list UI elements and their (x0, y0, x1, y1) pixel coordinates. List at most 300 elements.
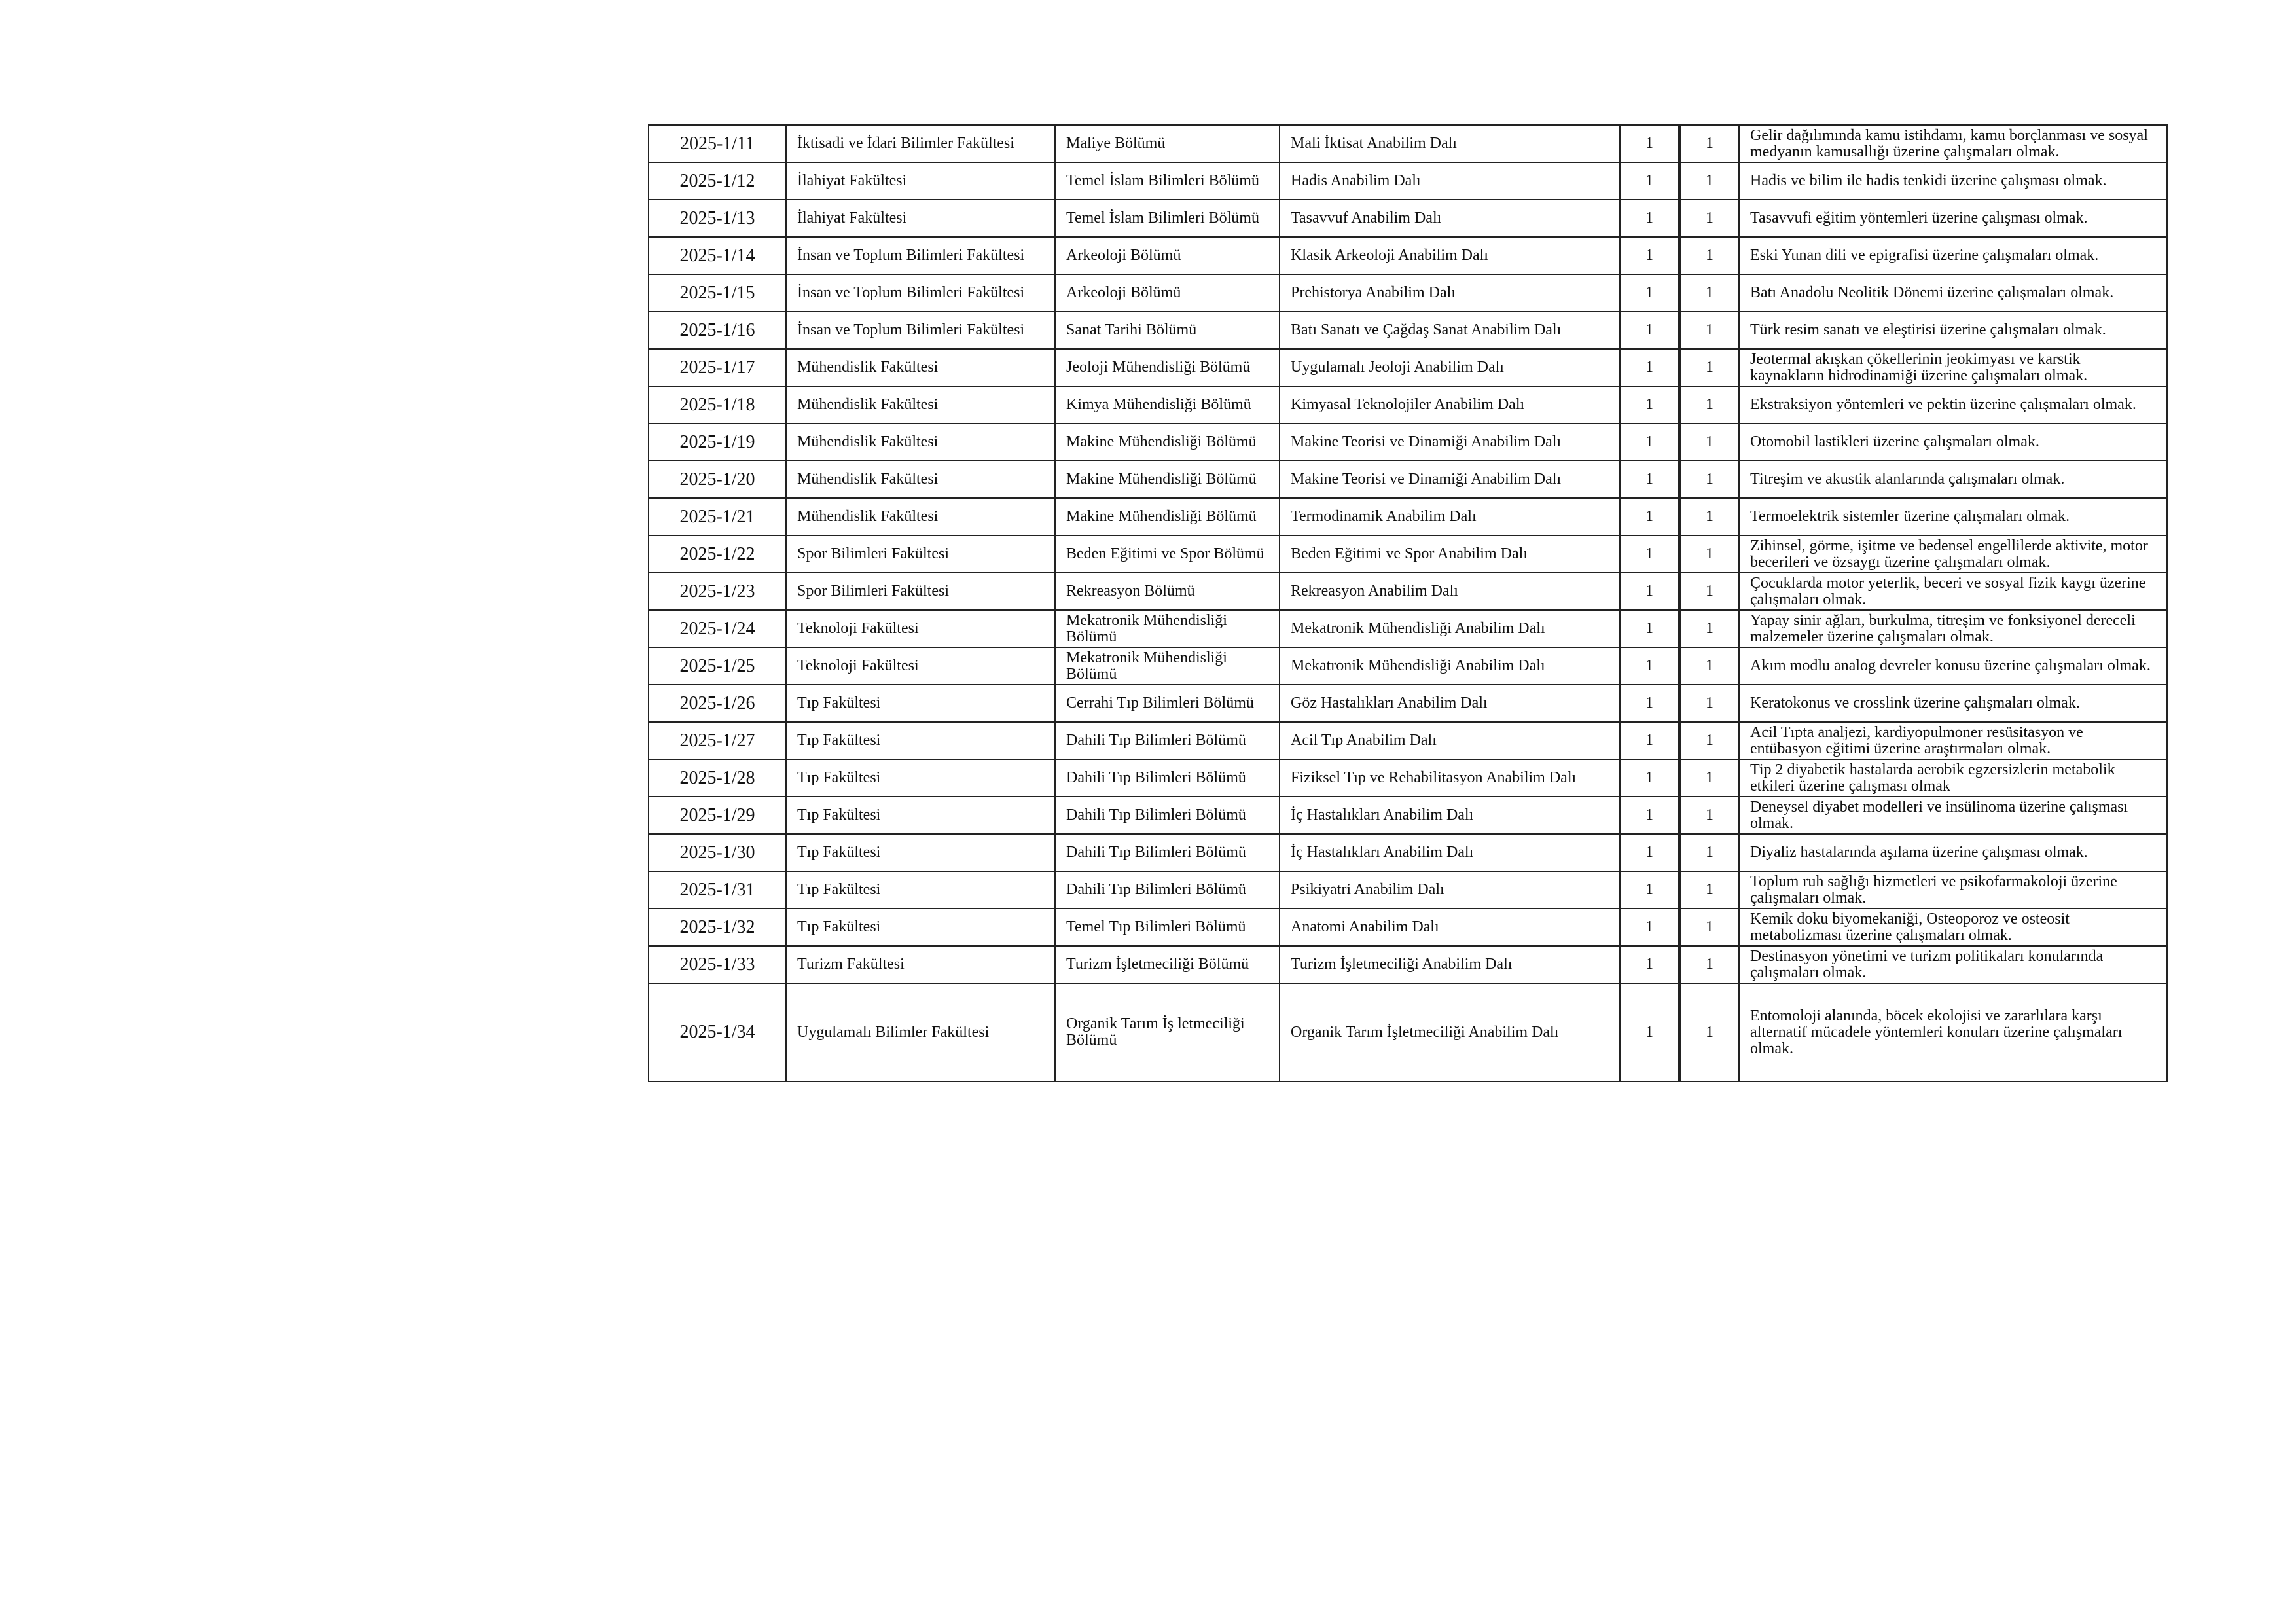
department-text: Mekatronik Mühendisliği Bölümü (1066, 649, 1227, 683)
count-text: 1 (1706, 396, 1713, 413)
requirement-cell (1739, 535, 2167, 573)
requirement-text: Acil Tıpta analjezi, kardiyopulmoner resüsitasyon ve entübasyon eğitimi üzerine araştırmaları olmak. (1750, 723, 2083, 757)
count-cell (1680, 461, 1739, 498)
requirement-cell (1739, 162, 2167, 200)
count-cell (1680, 162, 1739, 200)
position-code-cell (649, 983, 786, 1081)
division-text: Klasik Arkeoloji Anabilim Dalı (1291, 247, 1488, 264)
count-text: 1 (1645, 359, 1653, 376)
department-cell (1055, 834, 1280, 871)
division-cell (1280, 983, 1620, 1081)
requirement-cell (1739, 461, 2167, 498)
requirement-cell (1739, 125, 2167, 162)
position-code-text: 2025-1/17 (679, 357, 755, 378)
position-code-cell (649, 647, 786, 685)
positions-table (648, 124, 2168, 1082)
faculty-cell (786, 610, 1055, 647)
faculty-cell (786, 424, 1055, 461)
faculty-text: Spor Bilimleri Fakültesi (797, 545, 949, 562)
position-code-cell (649, 573, 786, 610)
department-text: Dahili Tıp Bilimleri Bölümü (1066, 881, 1246, 898)
position-code-cell (649, 535, 786, 573)
requirement-text: Toplum ruh sağlığı hizmetleri ve psikofarmakoloji üzerine çalışmaları olmak. (1750, 873, 2117, 907)
division-text: Batı Sanatı ve Çağdaş Sanat Anabilim Dalı (1291, 321, 1562, 338)
count-cell (1620, 685, 1679, 722)
department-cell (1055, 386, 1280, 424)
faculty-cell (786, 162, 1055, 200)
division-cell (1280, 461, 1620, 498)
faculty-text: İnsan ve Toplum Bilimleri Fakültesi (797, 247, 1025, 264)
division-cell (1280, 535, 1620, 573)
count-cell (1680, 274, 1739, 312)
count-text: 1 (1645, 284, 1653, 301)
requirement-text: Termoelektrik sistemler üzerine çalışmaları olmak. (1750, 508, 2070, 525)
table-row (649, 424, 2167, 461)
division-cell (1280, 424, 1620, 461)
division-cell (1280, 349, 1620, 386)
count-cell (1680, 759, 1739, 797)
position-code-text: 2025-1/30 (679, 842, 755, 863)
count-cell (1620, 535, 1679, 573)
requirement-text: Destinasyon yönetimi ve turizm politikaları konularında çalışmaları olmak. (1750, 947, 2104, 981)
department-text: Sanat Tarihi Bölümü (1066, 321, 1197, 338)
count-cell (1680, 424, 1739, 461)
department-cell (1055, 909, 1280, 946)
faculty-text: Tıp Fakültesi (797, 732, 881, 749)
division-cell (1280, 274, 1620, 312)
department-cell (1055, 424, 1280, 461)
faculty-cell (786, 312, 1055, 349)
faculty-text: Tıp Fakültesi (797, 881, 881, 898)
count-text: 1 (1706, 844, 1713, 861)
table-row (649, 573, 2167, 610)
count-text: 1 (1645, 956, 1653, 973)
count-text: 1 (1706, 956, 1713, 973)
department-text: Temel Tıp Bilimleri Bölümü (1066, 918, 1246, 935)
requirement-cell (1739, 237, 2167, 274)
faculty-cell (786, 759, 1055, 797)
count-cell (1680, 237, 1739, 274)
requirement-text: Zihinsel, görme, işitme ve bedensel engellilerde aktivite, motor becerileri ve özsaygı üzerine çalışmaları olmak. (1750, 537, 2148, 571)
count-text: 1 (1645, 471, 1653, 488)
position-code-text: 2025-1/34 (679, 1022, 755, 1042)
requirement-text: Eski Yunan dili ve epigrafisi üzerine çalışmaları olmak. (1750, 247, 2099, 264)
division-text: Mali İktisat Anabilim Dalı (1291, 135, 1457, 152)
count-text: 1 (1706, 732, 1713, 749)
count-cell (1620, 200, 1679, 237)
count-text: 1 (1706, 135, 1713, 152)
division-text: Mekatronik Mühendisliği Anabilim Dalı (1291, 620, 1545, 637)
count-cell (1680, 386, 1739, 424)
division-cell (1280, 834, 1620, 871)
count-cell (1680, 871, 1739, 909)
department-text: Arkeoloji Bölümü (1066, 247, 1181, 264)
count-text: 1 (1706, 321, 1713, 338)
department-text: Makine Mühendisliği Bölümü (1066, 471, 1257, 488)
position-code-cell (649, 312, 786, 349)
department-cell (1055, 946, 1280, 983)
department-text: Dahili Tıp Bilimleri Bölümü (1066, 769, 1246, 786)
count-cell (1680, 909, 1739, 946)
faculty-cell (786, 200, 1055, 237)
count-cell (1620, 162, 1679, 200)
count-cell (1620, 237, 1679, 274)
faculty-cell (786, 983, 1055, 1081)
division-text: Makine Teorisi ve Dinamiği Anabilim Dalı (1291, 433, 1562, 450)
count-text: 1 (1645, 396, 1653, 413)
department-text: Cerrahi Tıp Bilimleri Bölümü (1066, 695, 1254, 712)
count-cell (1680, 349, 1739, 386)
table-row (649, 535, 2167, 573)
division-text: Prehistorya Anabilim Dalı (1291, 284, 1456, 301)
requirement-cell (1739, 871, 2167, 909)
requirement-text: Tasavvufi eğitim yöntemleri üzerine çalışması olmak. (1750, 209, 2088, 226)
positions-table-body (649, 125, 2167, 1081)
requirement-text: Deneysel diyabet modelleri ve insülinoma üzerine çalışması olmak. (1750, 798, 2128, 832)
faculty-text: Tıp Fakültesi (797, 918, 881, 935)
position-code-text: 2025-1/27 (679, 730, 755, 751)
faculty-text: Mühendislik Fakültesi (797, 471, 939, 488)
position-code-text: 2025-1/16 (679, 319, 755, 340)
count-cell (1680, 797, 1739, 834)
count-text: 1 (1706, 657, 1713, 674)
count-cell (1620, 871, 1679, 909)
requirement-text: Tip 2 diyabetik hastalarda aerobik egzersizlerin metabolik etkileri üzerine çalışması olmak (1750, 761, 2115, 795)
division-text: Hadis Anabilim Dalı (1291, 172, 1421, 189)
department-text: Dahili Tıp Bilimleri Bölümü (1066, 732, 1246, 749)
position-code-cell (649, 610, 786, 647)
faculty-text: Teknoloji Fakültesi (797, 620, 919, 637)
position-code-cell (649, 759, 786, 797)
division-cell (1280, 162, 1620, 200)
department-cell (1055, 162, 1280, 200)
requirement-cell (1739, 685, 2167, 722)
count-text: 1 (1645, 247, 1653, 264)
requirement-text: Batı Anadolu Neolitik Dönemi üzerine çalışmaları olmak. (1750, 284, 2114, 301)
division-cell (1280, 685, 1620, 722)
table-row (649, 647, 2167, 685)
count-cell (1680, 573, 1739, 610)
department-text: Maliye Bölümü (1066, 135, 1166, 152)
count-text: 1 (1706, 284, 1713, 301)
position-code-text: 2025-1/31 (679, 879, 755, 900)
department-text: Makine Mühendisliği Bölümü (1066, 508, 1257, 525)
count-cell (1620, 909, 1679, 946)
count-cell (1680, 946, 1739, 983)
table-row (649, 312, 2167, 349)
position-code-text: 2025-1/28 (679, 767, 755, 788)
count-cell (1620, 274, 1679, 312)
count-text: 1 (1645, 583, 1653, 600)
faculty-cell (786, 349, 1055, 386)
department-cell (1055, 797, 1280, 834)
position-code-text: 2025-1/29 (679, 804, 755, 825)
requirement-cell (1739, 200, 2167, 237)
faculty-text: Tıp Fakültesi (797, 806, 881, 823)
count-text: 1 (1706, 1023, 1713, 1041)
position-code-cell (649, 424, 786, 461)
count-cell (1680, 685, 1739, 722)
position-code-cell (649, 834, 786, 871)
position-code-text: 2025-1/26 (679, 693, 755, 713)
division-cell (1280, 610, 1620, 647)
department-cell (1055, 871, 1280, 909)
position-code-text: 2025-1/19 (679, 431, 755, 452)
requirement-text: Yapay sinir ağları, burkulma, titreşim ve fonksiyonel dereceli malzemeler üzerine çalışmaları olmak. (1750, 611, 2136, 645)
position-code-text: 2025-1/13 (679, 208, 755, 228)
table-row (649, 610, 2167, 647)
position-code-text: 2025-1/15 (679, 282, 755, 303)
count-cell (1680, 647, 1739, 685)
count-text: 1 (1706, 433, 1713, 450)
table-row (649, 125, 2167, 162)
count-cell (1680, 312, 1739, 349)
position-code-text: 2025-1/33 (679, 954, 755, 975)
count-cell (1620, 983, 1679, 1081)
faculty-cell (786, 834, 1055, 871)
faculty-cell (786, 797, 1055, 834)
division-cell (1280, 386, 1620, 424)
requirement-cell (1739, 909, 2167, 946)
faculty-text: İlahiyat Fakültesi (797, 209, 907, 226)
count-text: 1 (1645, 209, 1653, 226)
count-text: 1 (1706, 172, 1713, 189)
count-text: 1 (1645, 545, 1653, 562)
count-cell (1680, 498, 1739, 535)
position-code-text: 2025-1/23 (679, 581, 755, 602)
table-row (649, 349, 2167, 386)
department-text: Organik Tarım İş letmeciliği Bölümü (1066, 1015, 1245, 1049)
division-cell (1280, 759, 1620, 797)
division-text: Anatomi Anabilim Dalı (1291, 918, 1439, 935)
division-text: Kimyasal Teknolojiler Anabilim Dalı (1291, 396, 1525, 413)
department-text: Mekatronik Mühendisliği Bölümü (1066, 611, 1227, 645)
count-text: 1 (1645, 508, 1653, 525)
faculty-text: İktisadi ve İdari Bilimler Fakültesi (797, 135, 1014, 152)
department-text: Temel İslam Bilimleri Bölümü (1066, 172, 1259, 189)
position-code-cell (649, 461, 786, 498)
department-text: Jeoloji Mühendisliği Bölümü (1066, 359, 1251, 376)
count-cell (1620, 573, 1679, 610)
requirement-text: Entomoloji alanında, böcek ekolojisi ve zararlılara karşı alternatif mücadele yöntemleri konuları üzerine çalışmaları olmak. (1750, 1007, 2123, 1057)
faculty-text: Mühendislik Fakültesi (797, 359, 939, 376)
count-cell (1620, 759, 1679, 797)
division-text: Rekreasyon Anabilim Dalı (1291, 583, 1458, 600)
faculty-text: Mühendislik Fakültesi (797, 396, 939, 413)
position-code-cell (649, 386, 786, 424)
requirement-text: Keratokonus ve crosslink üzerine çalışmaları olmak. (1750, 695, 2080, 712)
department-cell (1055, 274, 1280, 312)
department-cell (1055, 647, 1280, 685)
position-code-text: 2025-1/12 (679, 170, 755, 191)
count-text: 1 (1706, 918, 1713, 935)
requirement-cell (1739, 610, 2167, 647)
table-row (649, 162, 2167, 200)
position-code-cell (649, 274, 786, 312)
faculty-cell (786, 386, 1055, 424)
requirement-cell (1739, 647, 2167, 685)
count-text: 1 (1706, 209, 1713, 226)
position-code-text: 2025-1/32 (679, 916, 755, 937)
department-cell (1055, 461, 1280, 498)
requirement-cell (1739, 386, 2167, 424)
division-cell (1280, 125, 1620, 162)
position-code-text: 2025-1/18 (679, 394, 755, 415)
faculty-cell (786, 535, 1055, 573)
count-cell (1680, 125, 1739, 162)
requirement-text: Hadis ve bilim ile hadis tenkidi üzerine çalışması olmak. (1750, 172, 2107, 189)
faculty-cell (786, 871, 1055, 909)
position-code-text: 2025-1/20 (679, 469, 755, 490)
count-text: 1 (1645, 321, 1653, 338)
division-cell (1280, 312, 1620, 349)
count-text: 1 (1645, 918, 1653, 935)
department-cell (1055, 125, 1280, 162)
position-code-cell (649, 871, 786, 909)
division-text: Acil Tıp Anabilim Dalı (1291, 732, 1437, 749)
department-cell (1055, 722, 1280, 759)
count-cell (1680, 610, 1739, 647)
requirement-cell (1739, 983, 2167, 1081)
position-code-cell (649, 237, 786, 274)
division-text: Termodinamik Anabilim Dalı (1291, 508, 1477, 525)
faculty-text: İnsan ve Toplum Bilimleri Fakültesi (797, 284, 1025, 301)
department-cell (1055, 237, 1280, 274)
division-cell (1280, 722, 1620, 759)
count-cell (1620, 461, 1679, 498)
division-cell (1280, 647, 1620, 685)
table-row (649, 946, 2167, 983)
count-cell (1620, 312, 1679, 349)
department-text: Temel İslam Bilimleri Bölümü (1066, 209, 1259, 226)
requirement-cell (1739, 573, 2167, 610)
department-cell (1055, 983, 1280, 1081)
position-code-cell (649, 125, 786, 162)
table-row (649, 797, 2167, 834)
division-text: Turizm İşletmeciliği Anabilim Dalı (1291, 956, 1513, 973)
division-cell (1280, 237, 1620, 274)
requirement-text: Diyaliz hastalarında aşılama üzerine çalışması olmak. (1750, 844, 2088, 861)
count-cell (1620, 386, 1679, 424)
requirement-cell (1739, 498, 2167, 535)
count-text: 1 (1645, 806, 1653, 823)
department-text: Beden Eğitimi ve Spor Bölümü (1066, 545, 1265, 562)
count-text: 1 (1706, 359, 1713, 376)
position-code-cell (649, 349, 786, 386)
count-text: 1 (1645, 135, 1653, 152)
division-text: Mekatronik Mühendisliği Anabilim Dalı (1291, 657, 1545, 674)
division-cell (1280, 871, 1620, 909)
requirement-cell (1739, 797, 2167, 834)
requirement-text: Gelir dağılımında kamu istihdamı, kamu borçlanması ve sosyal medyanın kamusallığı üzerine çalışmaları olmak. (1750, 126, 2148, 160)
count-cell (1680, 834, 1739, 871)
count-cell (1620, 946, 1679, 983)
count-cell (1620, 610, 1679, 647)
faculty-cell (786, 946, 1055, 983)
count-cell (1620, 797, 1679, 834)
faculty-text: Mühendislik Fakültesi (797, 508, 939, 525)
position-code-cell (649, 200, 786, 237)
count-text: 1 (1645, 881, 1653, 898)
division-text: İç Hastalıkları Anabilim Dalı (1291, 844, 1474, 861)
requirement-text: Otomobil lastikleri üzerine çalışmaları olmak. (1750, 433, 2039, 450)
requirement-text: Çocuklarda motor yeterlik, beceri ve sosyal fizik kaygı üzerine çalışmaları olmak. (1750, 574, 2146, 608)
division-cell (1280, 946, 1620, 983)
table-row (649, 386, 2167, 424)
count-text: 1 (1645, 732, 1653, 749)
position-code-cell (649, 909, 786, 946)
position-code-cell (649, 946, 786, 983)
division-text: Tasavvuf Anabilim Dalı (1291, 209, 1442, 226)
count-cell (1620, 424, 1679, 461)
faculty-cell (786, 237, 1055, 274)
table-row (649, 909, 2167, 946)
count-text: 1 (1645, 695, 1653, 712)
position-code-text: 2025-1/14 (679, 245, 755, 266)
table-row (649, 722, 2167, 759)
count-text: 1 (1706, 247, 1713, 264)
table-row (649, 759, 2167, 797)
department-cell (1055, 498, 1280, 535)
requirement-cell (1739, 274, 2167, 312)
faculty-text: İnsan ve Toplum Bilimleri Fakültesi (797, 321, 1025, 338)
faculty-cell (786, 909, 1055, 946)
table-row (649, 461, 2167, 498)
faculty-cell (786, 125, 1055, 162)
count-text: 1 (1645, 657, 1653, 674)
requirement-cell (1739, 834, 2167, 871)
faculty-cell (786, 647, 1055, 685)
position-code-text: 2025-1/22 (679, 543, 755, 564)
count-cell (1620, 834, 1679, 871)
department-cell (1055, 573, 1280, 610)
division-text: Psikiyatri Anabilim Dalı (1291, 881, 1444, 898)
count-text: 1 (1706, 806, 1713, 823)
count-cell (1680, 722, 1739, 759)
table-row (649, 237, 2167, 274)
faculty-text: Turizm Fakültesi (797, 956, 905, 973)
faculty-text: Teknoloji Fakültesi (797, 657, 919, 674)
count-text: 1 (1645, 433, 1653, 450)
department-cell (1055, 349, 1280, 386)
department-text: Rekreasyon Bölümü (1066, 583, 1195, 600)
table-row (649, 983, 2167, 1081)
requirement-text: Ekstraksiyon yöntemleri ve pektin üzerine çalışmaları olmak. (1750, 396, 2136, 413)
department-cell (1055, 610, 1280, 647)
count-text: 1 (1706, 881, 1713, 898)
table-row (649, 685, 2167, 722)
count-text: 1 (1706, 620, 1713, 637)
requirement-text: Titreşim ve akustik alanlarında çalışmaları olmak. (1750, 471, 2065, 488)
division-text: Organik Tarım İşletmeciliği Anabilim Dalı (1291, 1023, 1559, 1041)
position-code-text: 2025-1/21 (679, 506, 755, 527)
department-text: Kimya Mühendisliği Bölümü (1066, 396, 1251, 413)
division-cell (1280, 200, 1620, 237)
count-cell (1620, 349, 1679, 386)
department-cell (1055, 685, 1280, 722)
requirement-cell (1739, 312, 2167, 349)
requirement-cell (1739, 946, 2167, 983)
requirement-text: Türk resim sanatı ve eleştirisi üzerine çalışmaları olmak. (1750, 321, 2106, 338)
table-row (649, 274, 2167, 312)
division-text: Uygulamalı Jeoloji Anabilim Dalı (1291, 359, 1504, 376)
table-row (649, 200, 2167, 237)
department-cell (1055, 759, 1280, 797)
faculty-text: Mühendislik Fakültesi (797, 433, 939, 450)
count-text: 1 (1706, 471, 1713, 488)
position-code-text: 2025-1/24 (679, 618, 755, 639)
faculty-text: Spor Bilimleri Fakültesi (797, 583, 949, 600)
